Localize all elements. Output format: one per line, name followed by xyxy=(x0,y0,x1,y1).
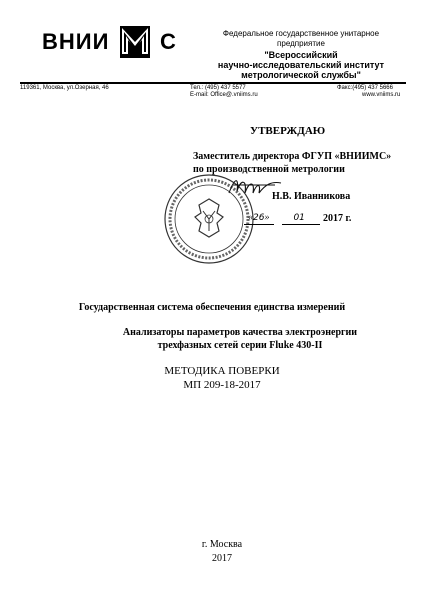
logo-text: ВНИИ xyxy=(42,29,110,54)
vniims-logo-icon xyxy=(118,22,158,62)
method-code: МП 209-18-2017 xyxy=(183,379,261,391)
document-title-line-1: Анализаторы параметров качества электроэнергии xyxy=(122,327,358,338)
date-month: 01 xyxy=(293,213,305,223)
org-line-1: Федеральное государственное унитарное xyxy=(222,29,380,38)
document-title-line-2: трехфазных сетей серии Fluke 430-II xyxy=(157,340,323,351)
email[interactable]: E-mail: Office@.vniims.ru xyxy=(190,92,258,98)
telephone: Тел.: (495) 437 5577 xyxy=(190,85,246,91)
system-title: Государственная система обеспечения единства измерений xyxy=(78,302,346,313)
city: г. Москва xyxy=(201,539,243,550)
signer-name: Н.В. Иванникова xyxy=(272,191,351,202)
approve-heading: УТВЕРЖДАЮ xyxy=(250,125,326,137)
date-month-line xyxy=(282,224,320,225)
org-line-4: научно-исследовательский институт xyxy=(217,60,385,70)
address: 119361, Москва, ул.Озерная, 46 xyxy=(20,85,109,91)
date-close-quote: » xyxy=(264,212,270,223)
method-heading: МЕТОДИКА ПОВЕРКИ xyxy=(164,365,280,377)
website-link[interactable]: www.vniims.ru xyxy=(362,92,401,98)
header-divider xyxy=(20,82,406,84)
fax: Факс:(495) 437 5666 xyxy=(337,85,393,91)
org-line-5: метрологической службы" xyxy=(241,70,361,80)
date-day-line xyxy=(244,224,274,225)
deputy-title: Заместитель директора ФГУП «ВНИИМС» xyxy=(193,151,392,162)
org-line-2: предприятие xyxy=(277,39,325,48)
date-day: 26 xyxy=(253,213,265,223)
date-year: 2017 г. xyxy=(323,213,352,224)
department: по производственной метрологии xyxy=(193,164,345,175)
org-line-3: "Всероссийский xyxy=(264,50,338,60)
document-year: 2017 xyxy=(212,553,232,564)
approval-date xyxy=(248,212,305,223)
logo-suffix: С xyxy=(160,29,176,54)
date-open-quote: « xyxy=(248,212,253,223)
